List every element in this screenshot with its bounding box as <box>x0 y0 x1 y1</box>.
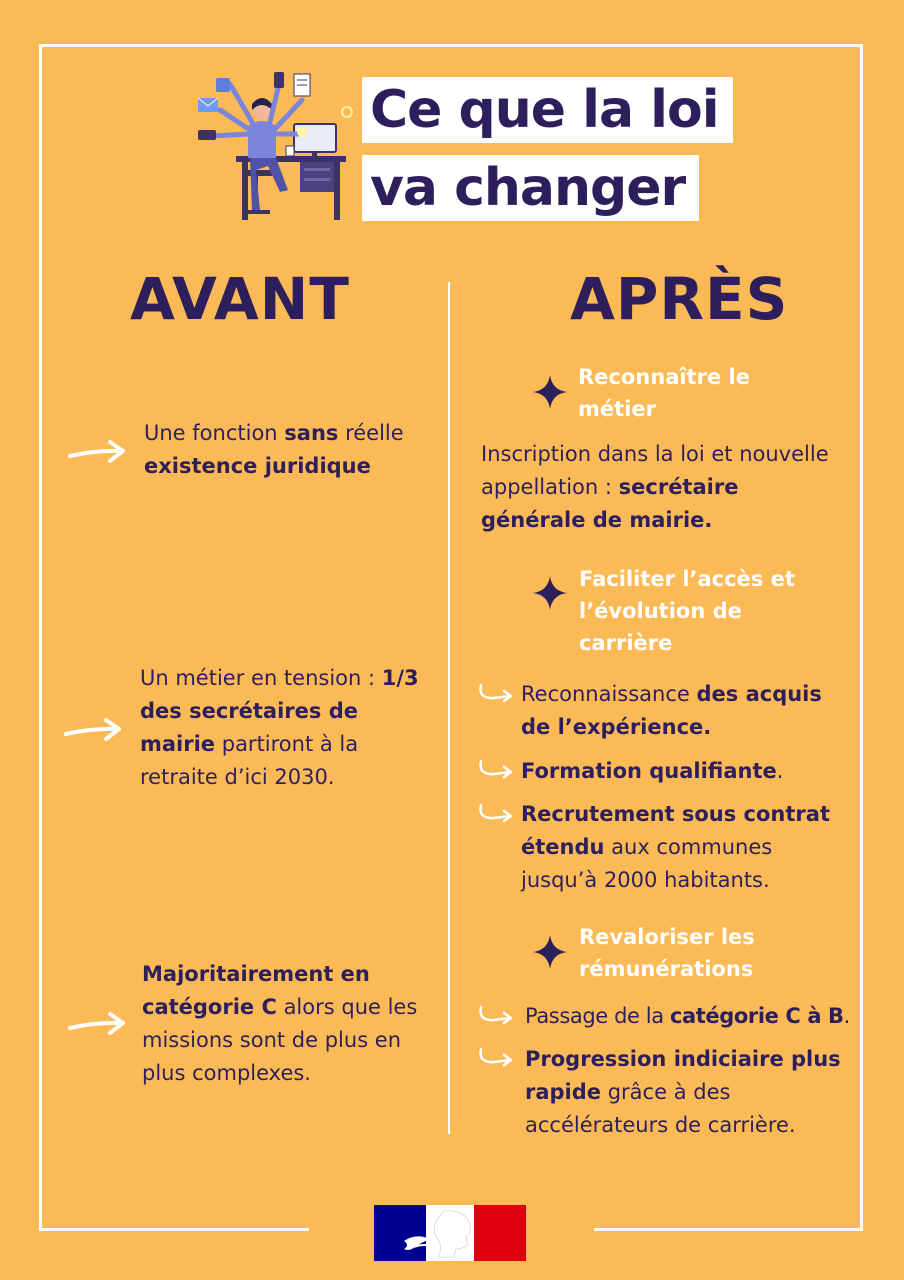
arrow-right-icon <box>62 716 124 746</box>
bullet-progression-indiciaire <box>525 1043 845 1142</box>
curved-arrow-icon <box>476 1004 516 1026</box>
bold-text-run: 1/3 des secrétaires de mairie <box>140 666 419 756</box>
title-line-1: Ce que la loi <box>362 77 733 143</box>
frame-right <box>860 44 863 1230</box>
frame-top <box>40 44 862 47</box>
curved-arrow-icon <box>476 682 516 704</box>
avant-item-1 <box>144 417 424 483</box>
text-run: Un métier en tension : <box>140 666 382 690</box>
bullet-acquis-experience <box>521 678 841 744</box>
column-divider <box>448 282 450 1134</box>
text-run: Reconnaissance <box>521 682 697 706</box>
bold-text-run: Formation qualifiante <box>521 759 777 783</box>
bold-text-run: Progression indiciaire plus rapide <box>525 1047 841 1104</box>
multitasking-worker-illustration <box>190 70 360 226</box>
curved-arrow-icon <box>476 758 516 780</box>
four-point-star-icon <box>532 374 568 410</box>
frame-bottom-right <box>594 1228 863 1231</box>
four-point-star-icon <box>532 934 568 970</box>
bold-text-run: des acquis de l’expérience. <box>521 682 822 739</box>
text-run: Passage de la <box>525 1004 670 1028</box>
section-title-faciliter: Faciliter l’accès et l’évolution de carrière <box>579 567 795 655</box>
text-run: alors que les missions sont de plus en plus complexes. <box>142 995 418 1085</box>
apres-heading: APRÈS <box>570 265 789 333</box>
text-run: partiront à la retraite d’ici 2030. <box>140 732 359 789</box>
frame-left <box>39 44 42 1230</box>
bold-text-run: Recrutement sous contrat étendu <box>521 802 830 859</box>
text-run: Une fonction <box>144 421 285 445</box>
section-paragraph-reconnaitre <box>481 438 846 537</box>
bold-text-run: sans <box>284 421 339 445</box>
four-point-star-icon <box>532 575 568 611</box>
bullet-categorie-c-b <box>525 1000 865 1033</box>
bullet-formation-qualifiante <box>521 755 841 788</box>
text-run: . <box>776 759 784 783</box>
avant-item-2 <box>140 662 420 794</box>
curved-arrow-icon <box>476 802 516 824</box>
section-title-revaloriser: Revaloriser les rémunérations <box>579 925 755 981</box>
text-run: . <box>843 1004 850 1028</box>
avant-item-3 <box>142 958 426 1090</box>
bullet-recrutement-contrat <box>521 798 841 897</box>
text-run: Inscription dans la loi et nouvelle appellation : <box>481 442 829 499</box>
bold-text-run: Majoritairement en catégorie C <box>142 962 370 1019</box>
text-run: grâce à des accélérateurs de carrière. <box>525 1080 796 1137</box>
avant-heading: AVANT <box>130 265 350 333</box>
text-run: réelle <box>338 421 404 445</box>
section-title-reconnaitre: Reconnaître le métier <box>578 365 750 421</box>
arrow-right-icon <box>66 1010 128 1040</box>
title-line-2: va changer <box>362 155 699 221</box>
bold-text-run: existence juridique <box>144 454 371 478</box>
curved-arrow-icon <box>476 1046 516 1068</box>
bold-text-run: secrétaire générale de mairie. <box>481 475 739 532</box>
frame-bottom-left <box>39 1228 309 1231</box>
text-run: aux communes jusqu’à 2000 habitants. <box>521 835 773 892</box>
bold-text-run: catégorie C à B <box>669 1004 844 1028</box>
marianne-logo <box>374 1205 526 1261</box>
arrow-right-icon <box>66 438 128 468</box>
